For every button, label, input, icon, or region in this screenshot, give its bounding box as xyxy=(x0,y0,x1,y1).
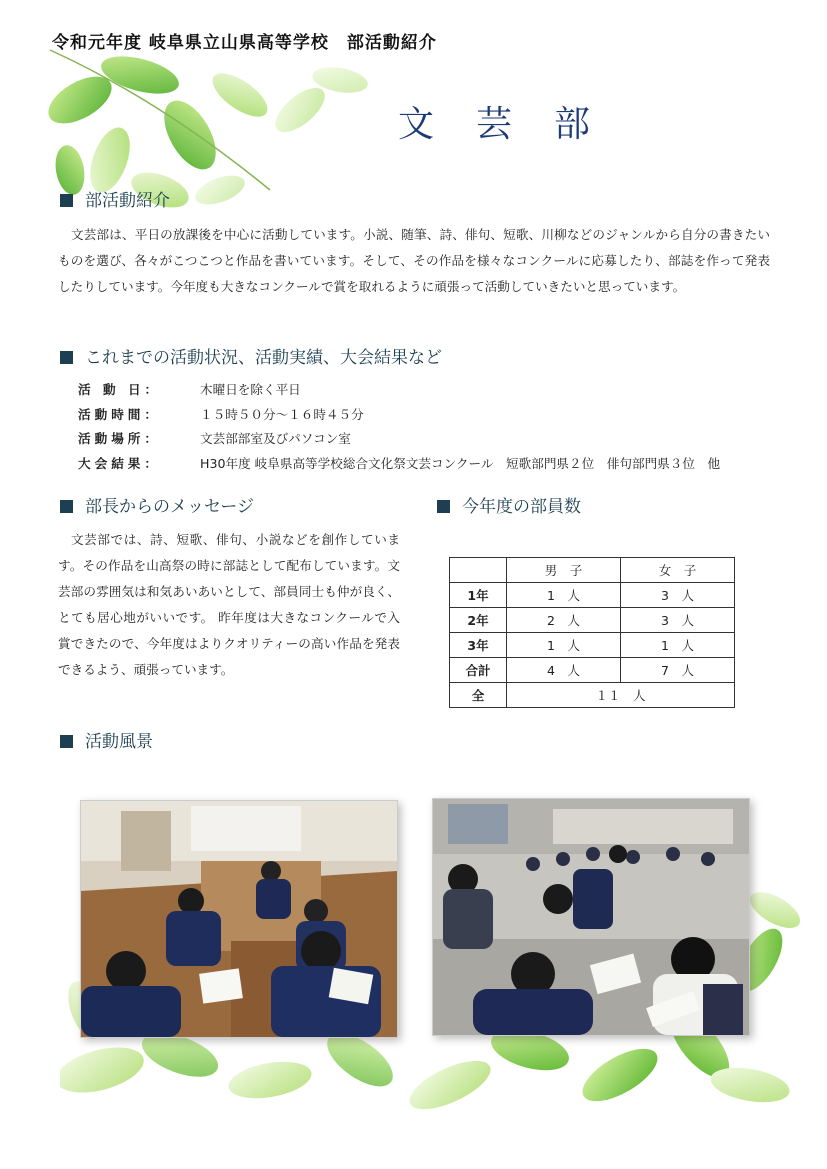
table-total-row xyxy=(450,683,735,708)
table-row xyxy=(450,608,735,633)
grade-cell: 2年 xyxy=(450,608,507,633)
female-count-cell: 3 人 xyxy=(621,608,735,633)
table-corner-cell xyxy=(450,558,507,583)
table-row xyxy=(450,583,735,608)
activity-photo-competition-hall xyxy=(432,798,750,1036)
activity-details xyxy=(78,378,720,476)
table-row xyxy=(450,633,735,658)
intro-paragraph: 文芸部は、平日の放課後を中心に活動しています。小説、随筆、詩、俳句、短歌、川柳などのジャンルから自分の書きたいものを選び、各々がこつこつと作品を書いています。そして、その作品を様々なコンクールに応募したり、部誌を作って発表したりしています。今年度も大きなコンクールで賞を取れるように頑張って活動していきたいと思っています。 xyxy=(58,227,770,294)
male-count-cell: 4 人 xyxy=(507,658,621,683)
members-table xyxy=(449,557,735,708)
square-bullet-icon xyxy=(60,194,73,207)
grade-cell: 1年 xyxy=(450,583,507,608)
male-count-cell: 2 人 xyxy=(507,608,621,633)
female-count-cell: 7 人 xyxy=(621,658,735,683)
club-title: 文芸部 xyxy=(398,104,633,145)
column-header-male: 男 子 xyxy=(507,558,621,583)
section-heading-members: 今年度の部員数 xyxy=(437,492,581,517)
activity-row-results: 大会結果： H30年度 岐阜県高等学校総合文化祭文芸コンクール 短歌部門県２位 俳句部門県３位 他 xyxy=(78,455,721,471)
activity-row-place: 活動場所： 文芸部部室及びパソコン室 xyxy=(78,431,351,446)
male-count-cell: 1 人 xyxy=(507,633,621,658)
column-header-female: 女 子 xyxy=(621,558,735,583)
table-row xyxy=(450,658,735,683)
square-bullet-icon xyxy=(60,351,73,364)
male-count-cell: 1 人 xyxy=(507,583,621,608)
square-bullet-icon xyxy=(60,500,73,513)
document-header: 令和元年度 岐阜県立山県高等学校 部活動紹介 xyxy=(52,33,437,53)
activity-row-days: 活 動 日： 木曜日を除く平日 xyxy=(78,382,301,397)
grade-cell: 3年 xyxy=(450,633,507,658)
square-bullet-icon xyxy=(437,500,450,513)
table-header-row xyxy=(450,558,735,583)
female-count-cell: 1 人 xyxy=(621,633,735,658)
square-bullet-icon xyxy=(60,735,73,748)
message-paragraph: 文芸部では、詩、短歌、俳句、小説などを創作しています。その作品を山高祭の時に部誌として配布しています。文芸部の雰囲気は和気あいあいとして、部員同士も仲が良く、とても居心地がいいです。 昨年度は大きなコンクールで入賞できたので、今年度はよりクオリティーの高い作品を発表できるよう、頑張っています。 xyxy=(58,532,400,677)
section-heading-activities: これまでの活動状況、活動実績、大会結果など xyxy=(60,343,442,368)
total-value-cell: １１ 人 xyxy=(507,683,735,708)
activity-row-time: 活動時間： １５時５０分～１６時４５分 xyxy=(78,406,364,422)
section-heading-scenes: 活動風景 xyxy=(60,727,153,752)
section-heading-intro: 部活動紹介 xyxy=(60,186,170,211)
grade-cell: 合計 xyxy=(450,658,507,683)
female-count-cell: 3 人 xyxy=(621,583,735,608)
section-heading-message: 部長からのメッセージ xyxy=(60,492,254,517)
total-label-cell: 全 xyxy=(450,683,507,708)
activity-photo-club-room xyxy=(80,800,398,1038)
